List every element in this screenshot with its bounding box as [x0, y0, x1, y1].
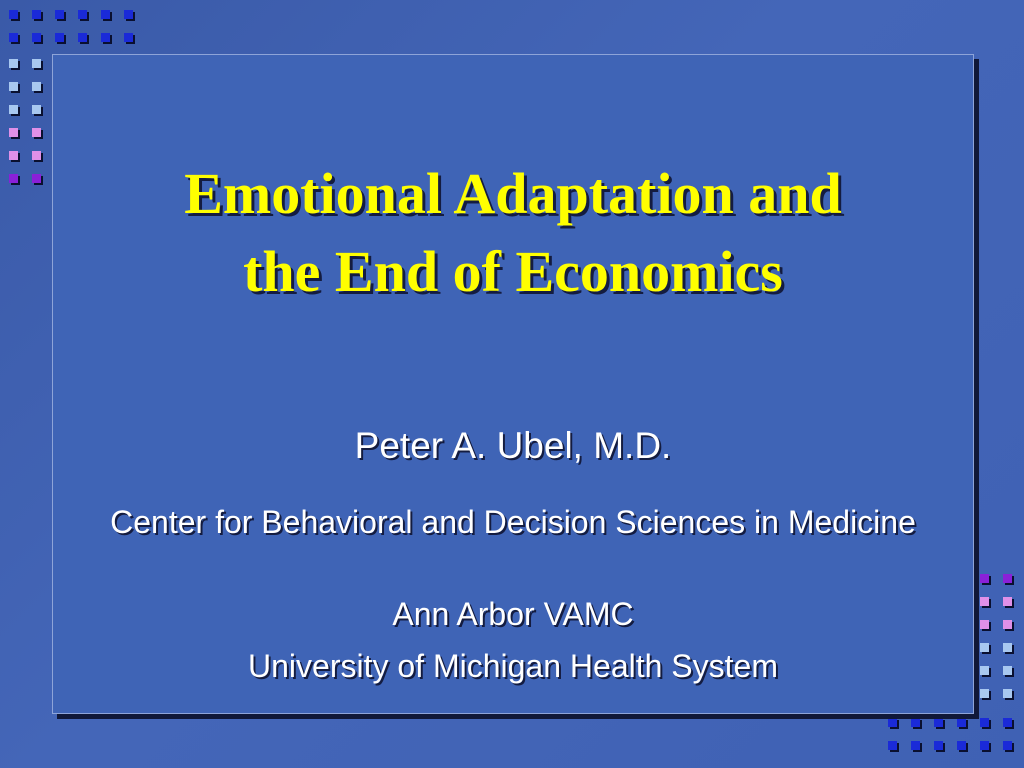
affiliation-center: Center for Behavioral and Decision Sciences in Medicine: [110, 504, 916, 540]
decorative-dot: [124, 10, 133, 19]
decorative-dot: [32, 151, 41, 160]
author-name: Peter A. Ubel, M.D.: [354, 425, 672, 466]
decorative-dot: [1003, 574, 1012, 583]
decorative-dot: [980, 574, 989, 583]
decorative-dot: [980, 666, 989, 675]
decorative-dot: [888, 718, 897, 727]
decorative-dot: [101, 10, 110, 19]
decorative-dot: [78, 10, 87, 19]
decorative-dot: [32, 10, 41, 19]
decorative-dot: [9, 10, 18, 19]
decorative-dot: [101, 33, 110, 42]
decorative-dot: [980, 620, 989, 629]
decorative-dot: [9, 82, 18, 91]
slide-title: [53, 155, 973, 311]
decorative-dot: [1003, 666, 1012, 675]
decorative-dot: [32, 128, 41, 137]
decorative-dot: [32, 174, 41, 183]
decorative-dot: [1003, 597, 1012, 606]
decorative-dot: [1003, 689, 1012, 698]
decorative-dot: [980, 741, 989, 750]
decorative-dot: [9, 33, 18, 42]
decorative-dot: [1003, 741, 1012, 750]
decorative-dot: [957, 741, 966, 750]
decorative-dot: [934, 741, 943, 750]
decorative-dot: [980, 689, 989, 698]
decorative-dot: [55, 10, 64, 19]
affiliation-vamc: Ann Arbor VAMC: [392, 596, 634, 632]
title-panel: [52, 54, 974, 714]
decorative-dot: [911, 741, 920, 750]
decorative-dot: [9, 174, 18, 183]
decorative-dot: [1003, 643, 1012, 652]
decorative-dot: [124, 33, 133, 42]
decorative-dot: [980, 597, 989, 606]
decorative-dot: [32, 105, 41, 114]
decorative-dot: [9, 151, 18, 160]
decorative-dot: [957, 718, 966, 727]
decorative-dot: [980, 643, 989, 652]
decorative-dot: [9, 105, 18, 114]
decorative-dot: [1003, 620, 1012, 629]
decorative-dot: [934, 718, 943, 727]
affiliation-university: University of Michigan Health System: [248, 648, 778, 684]
decorative-dot: [9, 59, 18, 68]
decorative-dot: [32, 33, 41, 42]
decorative-dot: [9, 128, 18, 137]
decorative-dot: [911, 718, 920, 727]
slide-title-line-1: Emotional Adaptation and: [184, 161, 842, 226]
decorative-dot: [32, 59, 41, 68]
decorative-dot: [32, 82, 41, 91]
decorative-dot: [888, 741, 897, 750]
decorative-dot: [55, 33, 64, 42]
decorative-dot: [980, 718, 989, 727]
slide-title-line-2: the End of Economics: [243, 239, 783, 304]
decorative-dot: [1003, 718, 1012, 727]
decorative-dot: [78, 33, 87, 42]
